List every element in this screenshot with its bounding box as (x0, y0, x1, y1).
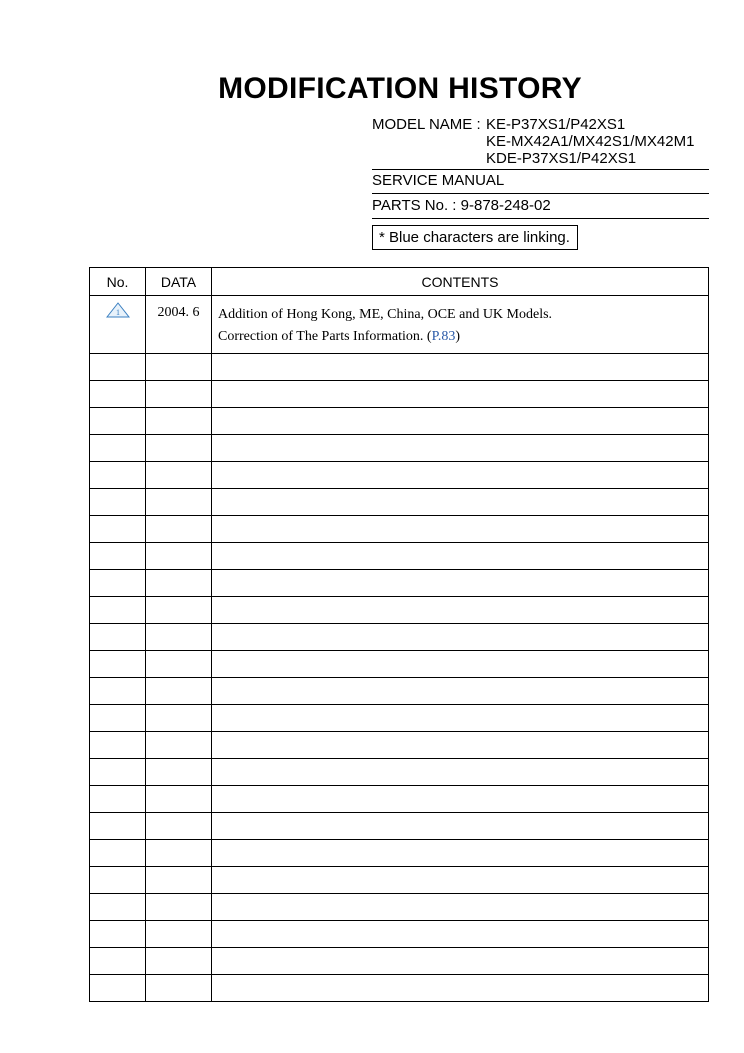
modification-history-table (89, 267, 709, 1002)
no-cell (90, 705, 146, 732)
date-cell (146, 759, 212, 786)
contents-cell (212, 786, 709, 813)
no-cell (90, 894, 146, 921)
table-row (90, 489, 709, 516)
column-header-contents: CONTENTS (212, 268, 709, 296)
no-cell (90, 435, 146, 462)
contents-cell (212, 543, 709, 570)
no-cell (90, 732, 146, 759)
revision-number-cell[interactable] (90, 296, 146, 354)
table-row (90, 296, 709, 354)
table-row (90, 651, 709, 678)
table-row (90, 867, 709, 894)
date-cell (146, 975, 212, 1002)
contents-cell (212, 867, 709, 894)
contents-cell (212, 894, 709, 921)
service-manual-label: SERVICE MANUAL (372, 172, 505, 189)
date-cell (146, 921, 212, 948)
contents-cell (212, 516, 709, 543)
no-cell (90, 786, 146, 813)
no-cell (90, 408, 146, 435)
contents-cell (212, 840, 709, 867)
table-row (90, 894, 709, 921)
table-row (90, 759, 709, 786)
page-title: MODIFICATION HISTORY (218, 72, 582, 105)
column-header-no: No. (90, 268, 146, 296)
no-cell (90, 975, 146, 1002)
table-row (90, 570, 709, 597)
table-row (90, 975, 709, 1002)
model-name-line-3: KDE-P37XS1/P42XS1 (486, 150, 637, 167)
no-cell (90, 813, 146, 840)
model-name-label: MODEL NAME : (372, 116, 481, 133)
contents-line-2-end: ) (455, 329, 460, 344)
contents-line-2 (218, 326, 708, 348)
no-cell (90, 516, 146, 543)
date-cell (146, 354, 212, 381)
contents-cell (212, 732, 709, 759)
contents-cell (212, 597, 709, 624)
table-row (90, 516, 709, 543)
date-cell (146, 678, 212, 705)
table-row (90, 813, 709, 840)
table-row (90, 435, 709, 462)
contents-cell (212, 570, 709, 597)
date-cell (146, 516, 212, 543)
contents-cell (212, 408, 709, 435)
revision-number: 1 (115, 308, 120, 317)
parts-number: PARTS No. : 9-878-248-02 (372, 197, 551, 214)
no-cell (90, 543, 146, 570)
model-name-line-2: KE-MX42A1/MX42S1/MX42M1 (486, 133, 695, 150)
contents-cell (212, 813, 709, 840)
contents-cell (212, 975, 709, 1002)
no-cell (90, 651, 146, 678)
contents-cell (212, 948, 709, 975)
no-cell (90, 624, 146, 651)
contents-line-1: Addition of Hong Kong, ME, China, OCE and UK Models. (218, 307, 553, 322)
contents-cell (212, 759, 709, 786)
no-cell (90, 921, 146, 948)
contents-cell (212, 462, 709, 489)
contents-cell (212, 678, 709, 705)
table-row (90, 705, 709, 732)
date-cell (146, 948, 212, 975)
table-row (90, 597, 709, 624)
date-cell (146, 867, 212, 894)
contents-cell (212, 921, 709, 948)
table-row (90, 732, 709, 759)
date-cell (146, 408, 212, 435)
page-link[interactable]: P.83 (431, 329, 456, 344)
no-cell (90, 462, 146, 489)
no-cell (90, 381, 146, 408)
table-row (90, 354, 709, 381)
linking-note: * Blue characters are linking. (372, 225, 578, 250)
contents-cell (212, 489, 709, 516)
contents-cell (212, 705, 709, 732)
contents-line-2-text: Correction of The Parts Information. ( (218, 329, 432, 344)
no-cell (90, 840, 146, 867)
no-cell (90, 759, 146, 786)
contents-cell (212, 381, 709, 408)
date-cell (146, 624, 212, 651)
contents-cell (212, 624, 709, 651)
contents-cell (212, 354, 709, 381)
divider (372, 169, 709, 170)
date-cell (146, 813, 212, 840)
table-row (90, 462, 709, 489)
no-cell (90, 678, 146, 705)
model-name-line-1: KE-P37XS1/P42XS1 (486, 116, 626, 133)
date-cell (146, 840, 212, 867)
table-row (90, 543, 709, 570)
table-row (90, 381, 709, 408)
table-row (90, 786, 709, 813)
no-cell (90, 597, 146, 624)
table-row (90, 840, 709, 867)
date-cell (146, 435, 212, 462)
divider (372, 193, 709, 194)
table-row (90, 408, 709, 435)
date-cell (146, 543, 212, 570)
date-cell (146, 786, 212, 813)
date-cell (146, 732, 212, 759)
date-cell (146, 597, 212, 624)
no-cell (90, 354, 146, 381)
warning-triangle-icon[interactable] (106, 302, 130, 318)
contents-cell (212, 435, 709, 462)
no-cell (90, 570, 146, 597)
table-row (90, 678, 709, 705)
date-cell (146, 570, 212, 597)
table-row (90, 624, 709, 651)
date-cell (146, 705, 212, 732)
table-row (90, 921, 709, 948)
date-cell (146, 462, 212, 489)
no-cell (90, 867, 146, 894)
table-row (90, 948, 709, 975)
no-cell (90, 948, 146, 975)
date-cell (146, 894, 212, 921)
no-cell (90, 489, 146, 516)
date-cell (146, 489, 212, 516)
divider (372, 218, 709, 219)
contents-cell (212, 296, 709, 354)
date-cell (146, 651, 212, 678)
column-header-data: DATA (146, 268, 212, 296)
table-header-row (90, 268, 709, 296)
date-cell (146, 381, 212, 408)
contents-cell (212, 651, 709, 678)
date-cell: 2004. 6 (146, 296, 212, 354)
